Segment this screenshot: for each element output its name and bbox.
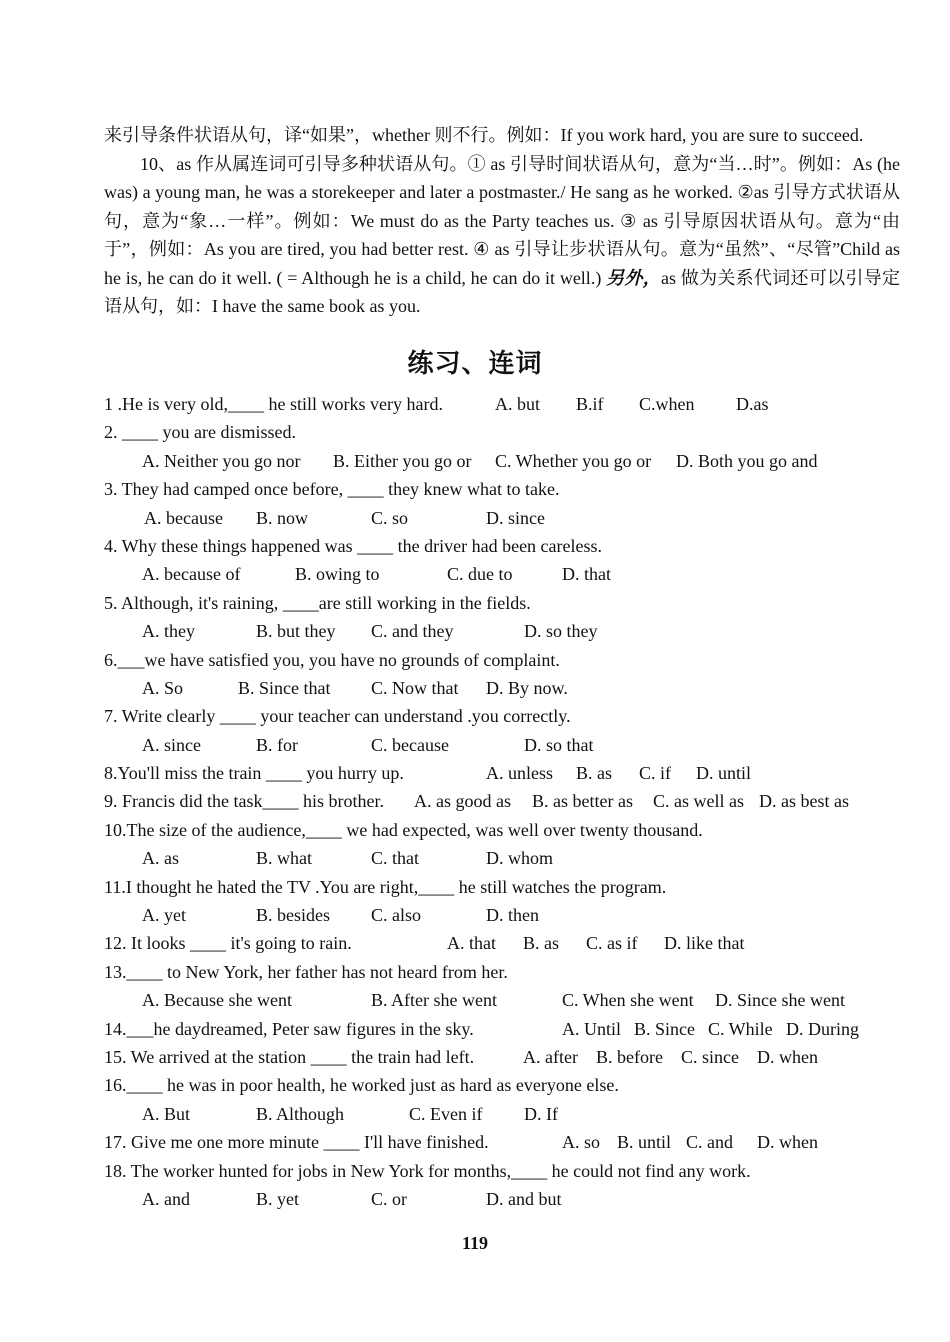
question-17 [104,1128,904,1156]
question-stem: 13.____ to New York, her father has not heard from her. [104,961,508,982]
answer-option: C. due to [447,564,513,585]
answer-option: C. Whether you go or [495,450,652,471]
question-12 [104,929,904,957]
question-stem: 6.___we have satisfied you, you have no grounds of complaint. [104,649,560,670]
question-stem: 1 .He is very old,____ he still works very hard. [104,394,443,414]
answer-option: C. as if [586,933,638,954]
question-stem: 3. They had camped once before, ____ they knew what to take. [104,479,560,500]
answer-option: A. Neither you go nor [142,450,301,471]
answer-option: A. yet [142,905,186,926]
question-6 [104,646,904,674]
answer-option: C.when [639,394,695,414]
answer-option: C. because [371,734,449,755]
answer-option: D. that [562,564,611,585]
answer-option: C. that [371,848,419,869]
answer-option: A. But [142,1103,191,1124]
intro-text [104,121,900,321]
question-stem: 7. Write clearly ____ your teacher can understand .you correctly. [104,706,571,727]
question-15 [104,1043,904,1071]
answer-option: B. owing to [295,564,380,585]
answer-option: B. now [256,507,309,528]
answer-option: D. so they [524,621,598,642]
question-stem: 8.You'll miss the train ____ you hurry up. [104,763,404,784]
question-9 [104,787,904,815]
answer-option: B. Since that [238,677,331,698]
question-11-options [104,901,904,929]
question-16-options [104,1100,904,1128]
question-6-options [104,674,904,702]
question-2 [104,418,904,446]
answer-option: D. since [486,507,545,528]
section-title: 练习、连词 [407,349,543,379]
question-10-options [104,844,904,872]
question-16 [104,1071,904,1099]
answer-option: D. when [757,1046,818,1067]
answer-option: B. Either you go or [333,450,472,471]
answer-option: A. after [523,1046,578,1067]
question-stem: 4. Why these things happened was ____ the driver had been careless. [104,535,603,556]
answer-option: D. During [786,1018,859,1039]
answer-option: D. then [486,905,539,926]
question-5 [104,589,904,617]
question-1 [104,390,904,418]
answer-option: B. before [596,1046,663,1067]
answer-option: D. when [757,1132,818,1153]
question-18-options [104,1185,904,1213]
answer-option: B. Although [256,1103,345,1124]
answer-option: B. what [256,848,312,869]
answer-option: A. since [142,734,201,755]
answer-option: D. If [524,1103,558,1124]
answer-option: D. as best as [759,791,849,812]
answer-option: A. they [142,621,195,642]
question-10 [104,816,904,844]
answer-option: D. so that [524,734,594,755]
question-4-options [104,560,904,588]
question-3-options [104,504,904,532]
answer-option: C. Even if [409,1103,483,1124]
question-stem: 12. It looks ____ it's going to rain. [104,933,352,954]
intro-paragraph-2 [104,150,900,321]
question-stem: 5. Although, it's raining, ____are still working in the fields. [104,592,531,613]
answer-option: D. and but [486,1188,562,1209]
answer-option: D.as [736,394,769,414]
question-3 [104,475,904,503]
answer-option: C. since [681,1046,739,1067]
answer-option: A. because [144,507,223,528]
answer-option: C. as well as [653,791,744,812]
answer-option: C. and [686,1132,733,1153]
question-14 [104,1015,904,1043]
answer-option: A. unless [486,763,553,784]
answer-option: A. So [142,677,184,698]
question-18 [104,1157,904,1185]
question-8 [104,759,904,787]
answer-option: D. Since she went [715,990,845,1011]
answer-option: D. like that [664,933,745,954]
question-stem: 18. The worker hunted for jobs in New York for months,____ he could not find any work. [104,1160,751,1181]
question-13 [104,958,904,986]
answer-option: B. but they [256,621,336,642]
answer-option: C. or [371,1188,407,1209]
answer-option: B.if [576,394,604,414]
answer-option: A. Because she went [142,990,292,1011]
answer-option: C. if [639,763,672,784]
answer-option: B. as better as [532,791,633,812]
answer-option: B. yet [256,1188,299,1209]
answer-option: A. as good as [414,791,511,812]
answer-option: B. After she went [371,990,497,1011]
answer-option: A. because of [142,564,241,585]
answer-option: A. so [562,1132,601,1153]
answer-option: B. until [617,1132,672,1153]
page-number: 119 [461,1233,488,1253]
question-7 [104,702,904,730]
question-stem: 2. ____ you are dismissed. [104,422,296,443]
question-stem: 10.The size of the audience,____ we had expected, was well over twenty thousand. [104,819,703,840]
question-4 [104,532,904,560]
answer-option: B. besides [256,905,330,926]
answer-option: C. and they [371,621,454,642]
question-11 [104,873,904,901]
answer-option: C. Now that [371,677,459,698]
question-stem: 9. Francis did the task____ his brother. [104,791,384,812]
exercise-list [104,390,904,1213]
answer-option: B. as [523,933,559,954]
question-2-options [104,447,904,475]
question-13-options [104,986,904,1014]
answer-option: D. By now. [486,677,568,698]
question-stem: 15. We arrived at the station ____ the train had left. [104,1046,475,1067]
answer-option: C. While [708,1018,773,1039]
question-stem: 16.____ he was in poor health, he worked just as hard as everyone else. [104,1075,619,1096]
question-stem: 11.I thought he hated the TV .You are right,____ he still watches the program. [104,876,667,897]
answer-option: B. for [256,734,298,755]
intro-paragraph-2-main: 10、as 作从属连词可引导多种状语从句。① as 引导时间状语从句，意为“当…时”。例如：As (he was) a young man, he was a storekeeper and later a postmaster./ He sang as he worked. ②as 引导方式状语从句，意为“象…一样”。例如：We must do as the Party teaches us. ③ as 引导原因状语从句。意为“由于”，例如：As you are tired, you had better rest. ④ as 引导让步状语从句。意为“虽然”、“尽管”Child as he is, he can do it well. ( = Although he is a child, he can do it well.) [104,153,900,288]
answer-option: C. also [371,905,422,926]
intro-paragraph-1: 来引导条件状语从句，译“如果”，whether 则不行。例如：If you work hard, you are sure to succeed. [104,125,864,145]
answer-option: A. as [142,848,179,869]
answer-option: B. Since [634,1018,695,1039]
question-7-options [104,731,904,759]
question-stem: 17. Give me one more minute ____ I'll have finished. [104,1132,489,1153]
answer-option: A. Until [562,1018,622,1039]
question-stem: 14.___he daydreamed, Peter saw figures in the sky. [104,1018,474,1039]
answer-option: C. so [371,507,409,528]
answer-option: A. but [495,394,540,414]
answer-option: D. whom [486,848,553,869]
question-5-options [104,617,904,645]
answer-option: D. Both you go and [676,450,818,471]
answer-option: A. and [142,1188,190,1209]
answer-option: B. as [576,763,612,784]
answer-option: A. that [447,933,496,954]
intro-paragraph-2-tail: as 做为关系代词还可以引导定语从句，如：I have the same book as you. [104,267,901,316]
intro-emphasis: 另外， [606,267,661,288]
answer-option: D. until [696,763,752,784]
answer-option: C. When she went [562,990,694,1011]
